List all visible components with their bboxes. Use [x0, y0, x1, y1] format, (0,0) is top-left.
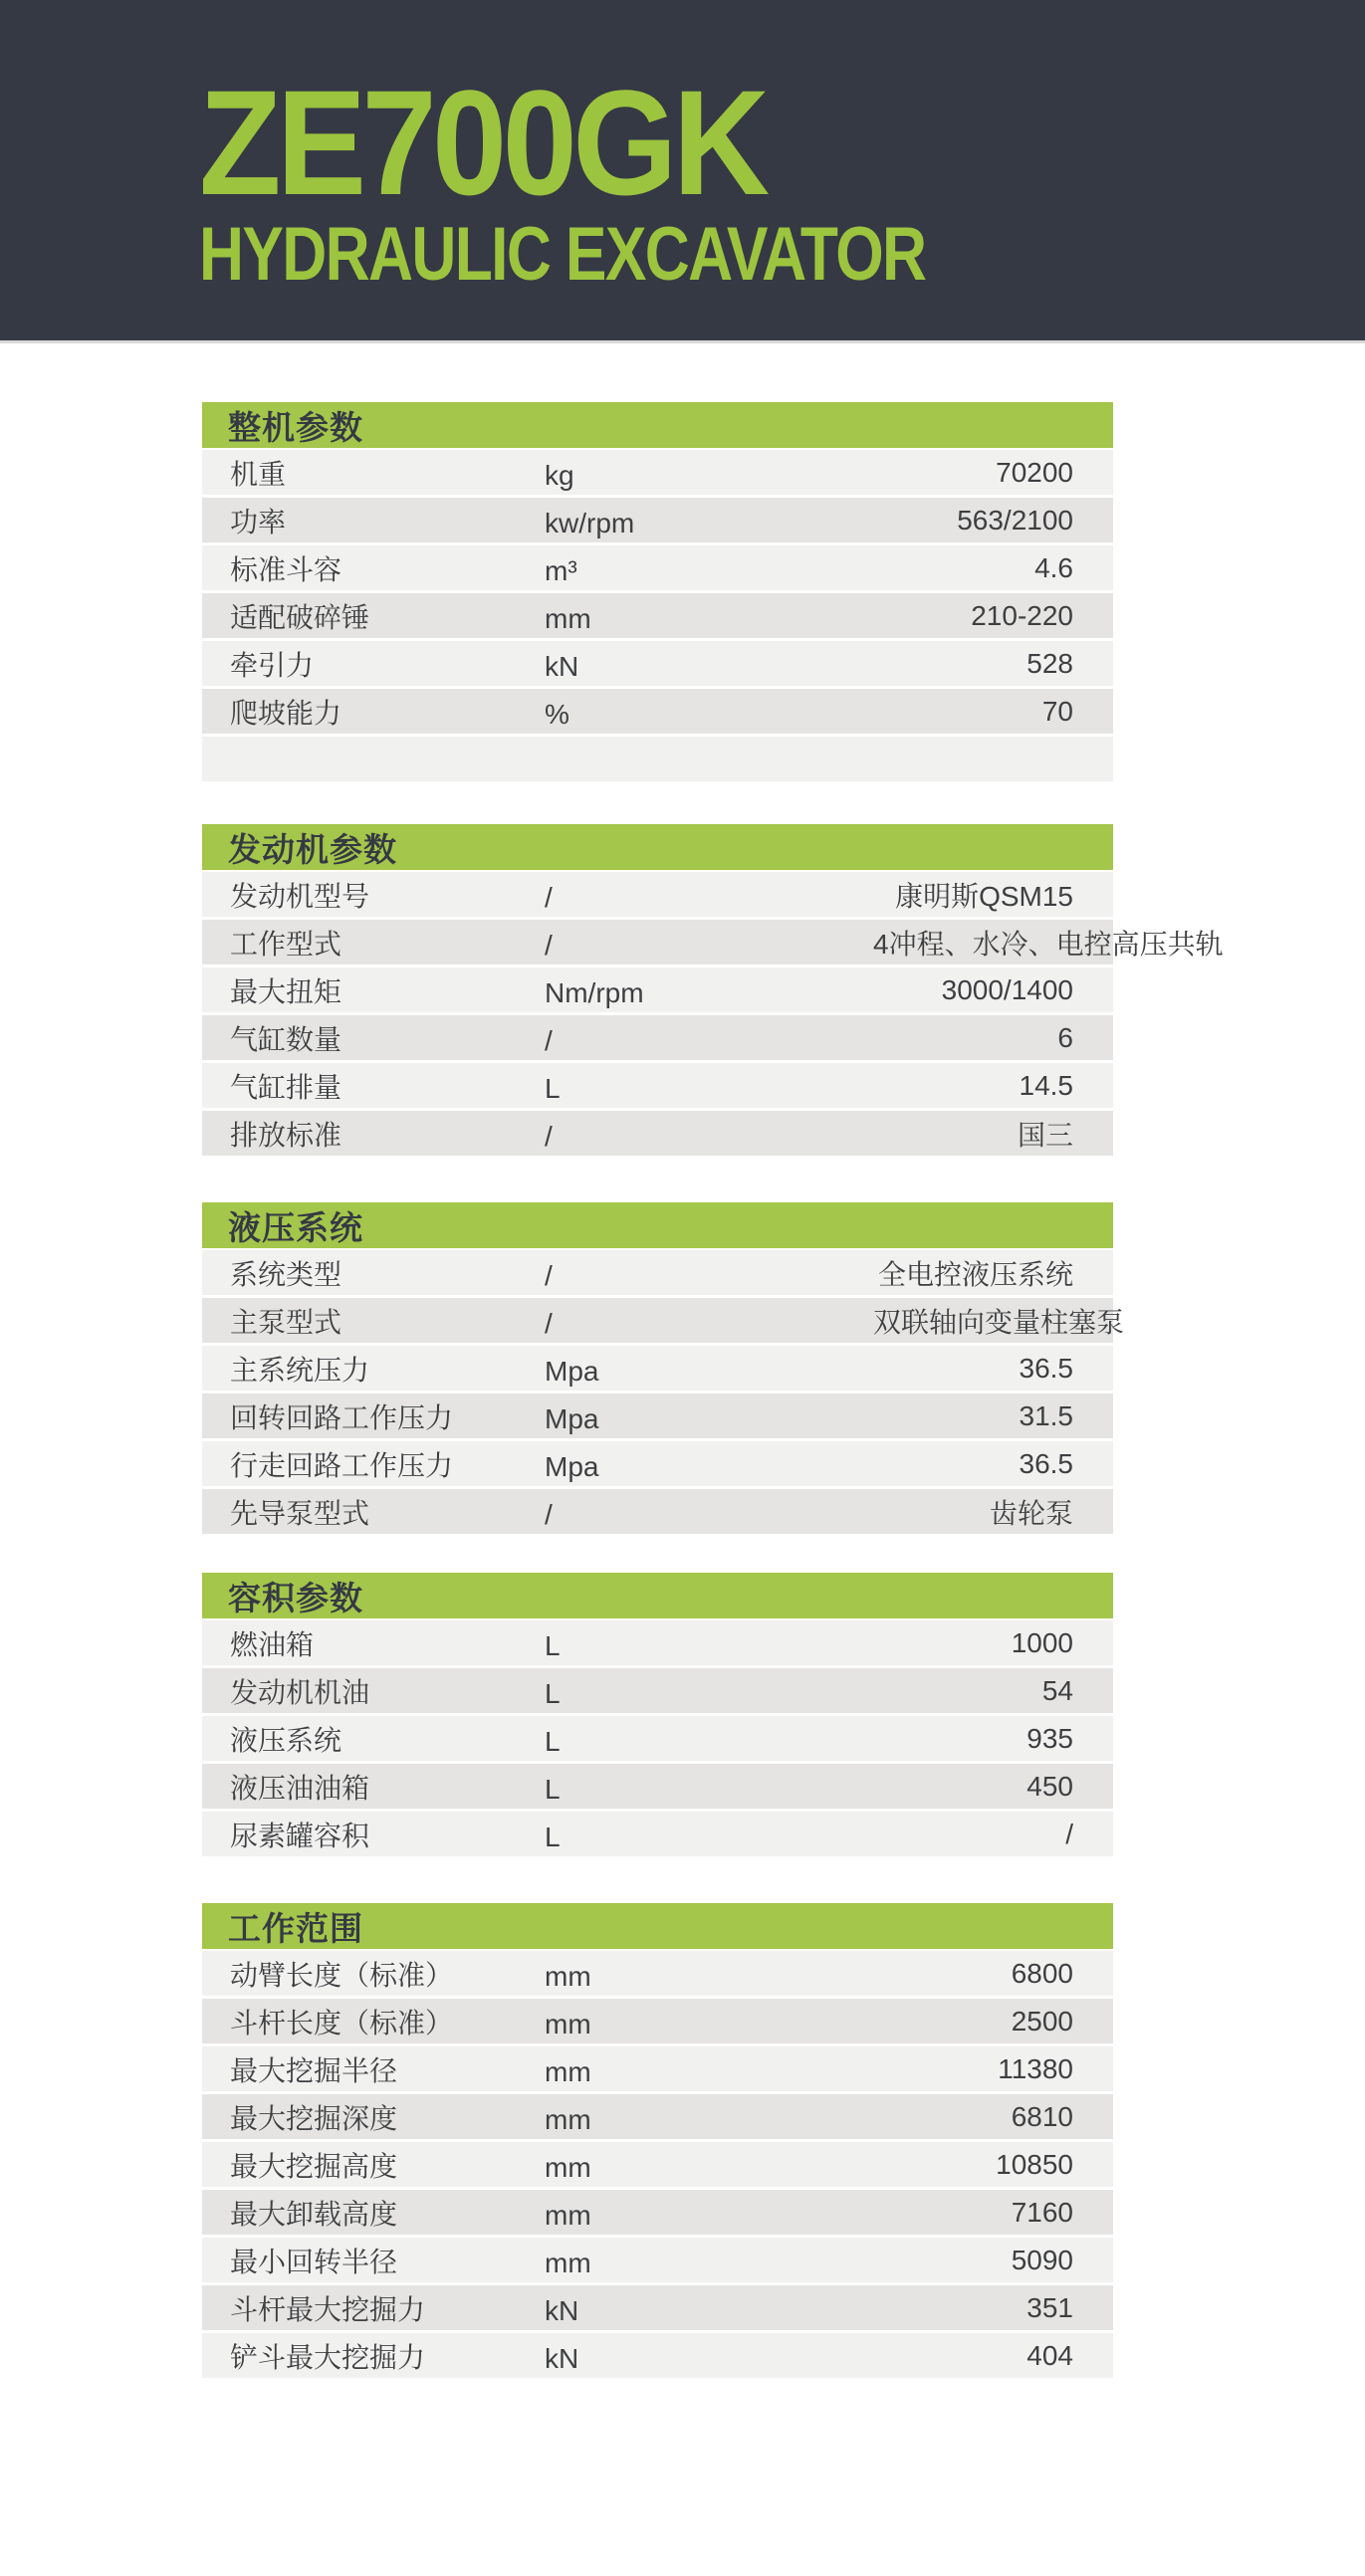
row-value: 14.5 — [1019, 1069, 1073, 1101]
row-value: 6810 — [1011, 2100, 1073, 2132]
spec-row — [202, 498, 1113, 545]
row-label: 动臂长度（标准） — [230, 1959, 454, 1991]
row-label: 行走回路工作压力 — [230, 1449, 454, 1481]
section-rows — [202, 450, 1113, 784]
spec-row — [202, 1111, 1113, 1159]
row-label: 主系统压力 — [230, 1354, 370, 1386]
row-label: 爬坡能力 — [230, 697, 342, 729]
row-value: 563/2100 — [957, 504, 1073, 536]
row-label: 最大挖掘半径 — [230, 2054, 398, 2086]
section-rows — [202, 872, 1224, 1159]
row-label: 主泵型式 — [230, 1306, 342, 1338]
row-unit: mm — [545, 2199, 591, 2231]
row-label: 系统类型 — [230, 1258, 342, 1290]
row-unit: / — [545, 881, 553, 913]
spec-row — [202, 2238, 1113, 2285]
row-value: 210-220 — [971, 599, 1073, 631]
row-value: 3000/1400 — [941, 973, 1073, 1005]
spec-row — [202, 967, 1113, 1015]
section-title: 液压系统 — [228, 1208, 363, 1246]
row-value: 6 — [1057, 1021, 1073, 1053]
row-value: 70200 — [996, 456, 1073, 488]
row-value: / — [1065, 1818, 1073, 1849]
row-value: 康明斯QSM15 — [895, 880, 1073, 912]
row-unit: / — [545, 1024, 553, 1056]
spec-row — [202, 1668, 1113, 1716]
row-label: 铲斗最大挖掘力 — [230, 2341, 426, 2373]
brand-subtitle: HYDRAULIC EXCAVATOR — [199, 212, 926, 297]
row-unit: mm — [545, 2008, 591, 2039]
spec-row — [202, 2142, 1113, 2190]
spec-row — [202, 2046, 1113, 2094]
row-value: 450 — [1026, 1770, 1073, 1802]
spec-sections — [202, 402, 1224, 2381]
row-label: 最大扭矩 — [230, 975, 342, 1007]
section-title: 发动机参数 — [228, 830, 397, 868]
row-unit: kw/rpm — [545, 507, 635, 538]
row-label: 回转回路工作压力 — [230, 1401, 454, 1433]
row-label: 燃油箱 — [230, 1628, 315, 1660]
spec-row — [202, 1999, 1113, 2046]
row-unit: m³ — [545, 554, 577, 586]
row-unit: Mpa — [545, 1402, 599, 1434]
spec-row — [202, 1441, 1113, 1489]
row-value: 4冲程、水冷、电控高压共轨 — [873, 928, 1224, 960]
spec-row — [202, 1489, 1113, 1537]
row-unit: L — [545, 1072, 561, 1104]
spec-row — [202, 1298, 1125, 1346]
row-label: 液压系统 — [230, 1724, 342, 1756]
row-value: 7160 — [1011, 2196, 1073, 2228]
row-value: 528 — [1026, 647, 1073, 679]
row-label: 适配破碎锤 — [230, 601, 370, 633]
section-header-bar — [202, 824, 1113, 870]
row-unit: / — [545, 1498, 553, 1530]
section-title: 容积参数 — [228, 1579, 363, 1616]
row-unit: mm — [545, 2247, 591, 2278]
section-rows — [202, 1250, 1125, 1537]
row-value: 全电控液压系统 — [877, 1258, 1073, 1290]
spec-row — [202, 2094, 1113, 2142]
brand-header — [0, 0, 1365, 343]
spec-section — [202, 1903, 1113, 2381]
row-unit: Mpa — [545, 1450, 599, 1482]
spec-row — [202, 641, 1113, 689]
row-value: 10850 — [996, 2148, 1073, 2180]
row-value: 404 — [1026, 2339, 1073, 2371]
row-value: 齿轮泵 — [989, 1497, 1073, 1529]
row-value: 36.5 — [1019, 1447, 1073, 1479]
row-label: 气缸排量 — [230, 1071, 342, 1103]
spec-row — [202, 1764, 1113, 1812]
row-label: 标准斗容 — [230, 553, 342, 585]
row-unit: mm — [545, 2055, 591, 2087]
row-unit: mm — [545, 2151, 591, 2183]
row-label: 最大挖掘深度 — [230, 2102, 398, 2134]
row-unit: kN — [545, 2342, 579, 2374]
section-header-bar — [202, 1903, 1113, 1949]
spec-row — [202, 2333, 1113, 2381]
row-value: 36.5 — [1019, 1352, 1073, 1384]
row-value: 70 — [1041, 695, 1073, 727]
spec-row — [202, 1812, 1113, 1859]
row-label: 最小回转半径 — [230, 2246, 398, 2277]
spec-row — [202, 1063, 1113, 1111]
row-unit: mm — [545, 1960, 591, 1992]
spec-row — [202, 1620, 1113, 1668]
row-label: 工作型式 — [230, 928, 342, 960]
row-label: 最大卸载高度 — [230, 2198, 398, 2230]
spec-row — [202, 737, 1113, 784]
spec-row — [202, 450, 1113, 498]
row-label: 尿素罐容积 — [230, 1820, 370, 1851]
row-unit: mm — [545, 602, 591, 634]
section-rows — [202, 1620, 1113, 1859]
row-label: 斗杆长度（标准） — [230, 2007, 454, 2039]
row-label: 机重 — [230, 458, 287, 490]
row-label: 发动机型号 — [230, 880, 370, 912]
spec-row — [202, 2190, 1113, 2238]
brand-block — [0, 0, 1365, 297]
row-unit: Nm/rpm — [545, 976, 644, 1008]
row-label: 牵引力 — [230, 649, 315, 681]
row-unit: / — [545, 1307, 553, 1339]
row-value: 4.6 — [1034, 551, 1073, 583]
row-unit: kg — [545, 459, 574, 491]
row-value: 双联轴向变量柱塞泵 — [873, 1306, 1125, 1338]
section-header-bar — [202, 1573, 1113, 1618]
row-value: 351 — [1026, 2291, 1073, 2323]
section-title: 整机参数 — [228, 408, 363, 446]
row-unit: / — [545, 1120, 553, 1152]
row-value: 54 — [1041, 1674, 1073, 1706]
spec-row — [202, 872, 1113, 920]
row-label: 发动机机油 — [230, 1676, 370, 1708]
row-value: 国三 — [1017, 1119, 1073, 1151]
row-unit: / — [545, 929, 553, 961]
row-unit: L — [545, 1821, 561, 1852]
spec-row — [202, 1951, 1113, 1999]
row-value: 1000 — [1011, 1626, 1073, 1658]
row-value: 935 — [1026, 1722, 1073, 1754]
row-label: 液压油油箱 — [230, 1772, 370, 1804]
row-unit: L — [545, 1677, 561, 1709]
spec-section — [202, 1573, 1113, 1859]
row-unit: % — [545, 698, 569, 730]
spec-row — [202, 920, 1224, 967]
row-value: 2500 — [1011, 2005, 1073, 2037]
spec-row — [202, 689, 1113, 737]
row-unit: mm — [545, 2103, 591, 2135]
spec-row — [202, 1716, 1113, 1764]
row-value: 5090 — [1011, 2244, 1073, 2275]
row-unit: L — [545, 1773, 561, 1805]
row-unit: kN — [545, 650, 579, 682]
row-label: 斗杆最大挖掘力 — [230, 2293, 426, 2325]
spec-row — [202, 593, 1113, 641]
spec-row — [202, 1394, 1113, 1441]
row-value: 11380 — [998, 2052, 1073, 2084]
spec-section — [202, 402, 1113, 784]
row-label: 气缸数量 — [230, 1023, 342, 1055]
row-unit: L — [545, 1725, 561, 1757]
row-unit: Mpa — [545, 1355, 599, 1387]
row-unit: / — [545, 1259, 553, 1291]
spec-row — [202, 545, 1113, 593]
row-unit: kN — [545, 2294, 579, 2326]
spec-row — [202, 1250, 1113, 1298]
spec-row — [202, 1015, 1113, 1063]
row-unit: L — [545, 1629, 561, 1661]
spec-row — [202, 1346, 1113, 1394]
spec-section — [202, 1202, 1125, 1537]
row-label: 功率 — [230, 506, 287, 537]
section-title: 工作范围 — [228, 1909, 363, 1947]
section-header-bar — [202, 402, 1113, 448]
row-label: 最大挖掘高度 — [230, 2150, 398, 2182]
section-rows — [202, 1951, 1113, 2381]
row-label: 先导泵型式 — [230, 1497, 370, 1529]
row-label: 排放标准 — [230, 1119, 342, 1151]
spec-section — [202, 824, 1224, 1159]
row-value: 31.5 — [1019, 1399, 1073, 1431]
section-header-bar — [202, 1202, 1113, 1248]
brand-model: ZE700GK — [199, 59, 766, 226]
row-value: 6800 — [1011, 1957, 1073, 1989]
spec-row — [202, 2285, 1113, 2333]
